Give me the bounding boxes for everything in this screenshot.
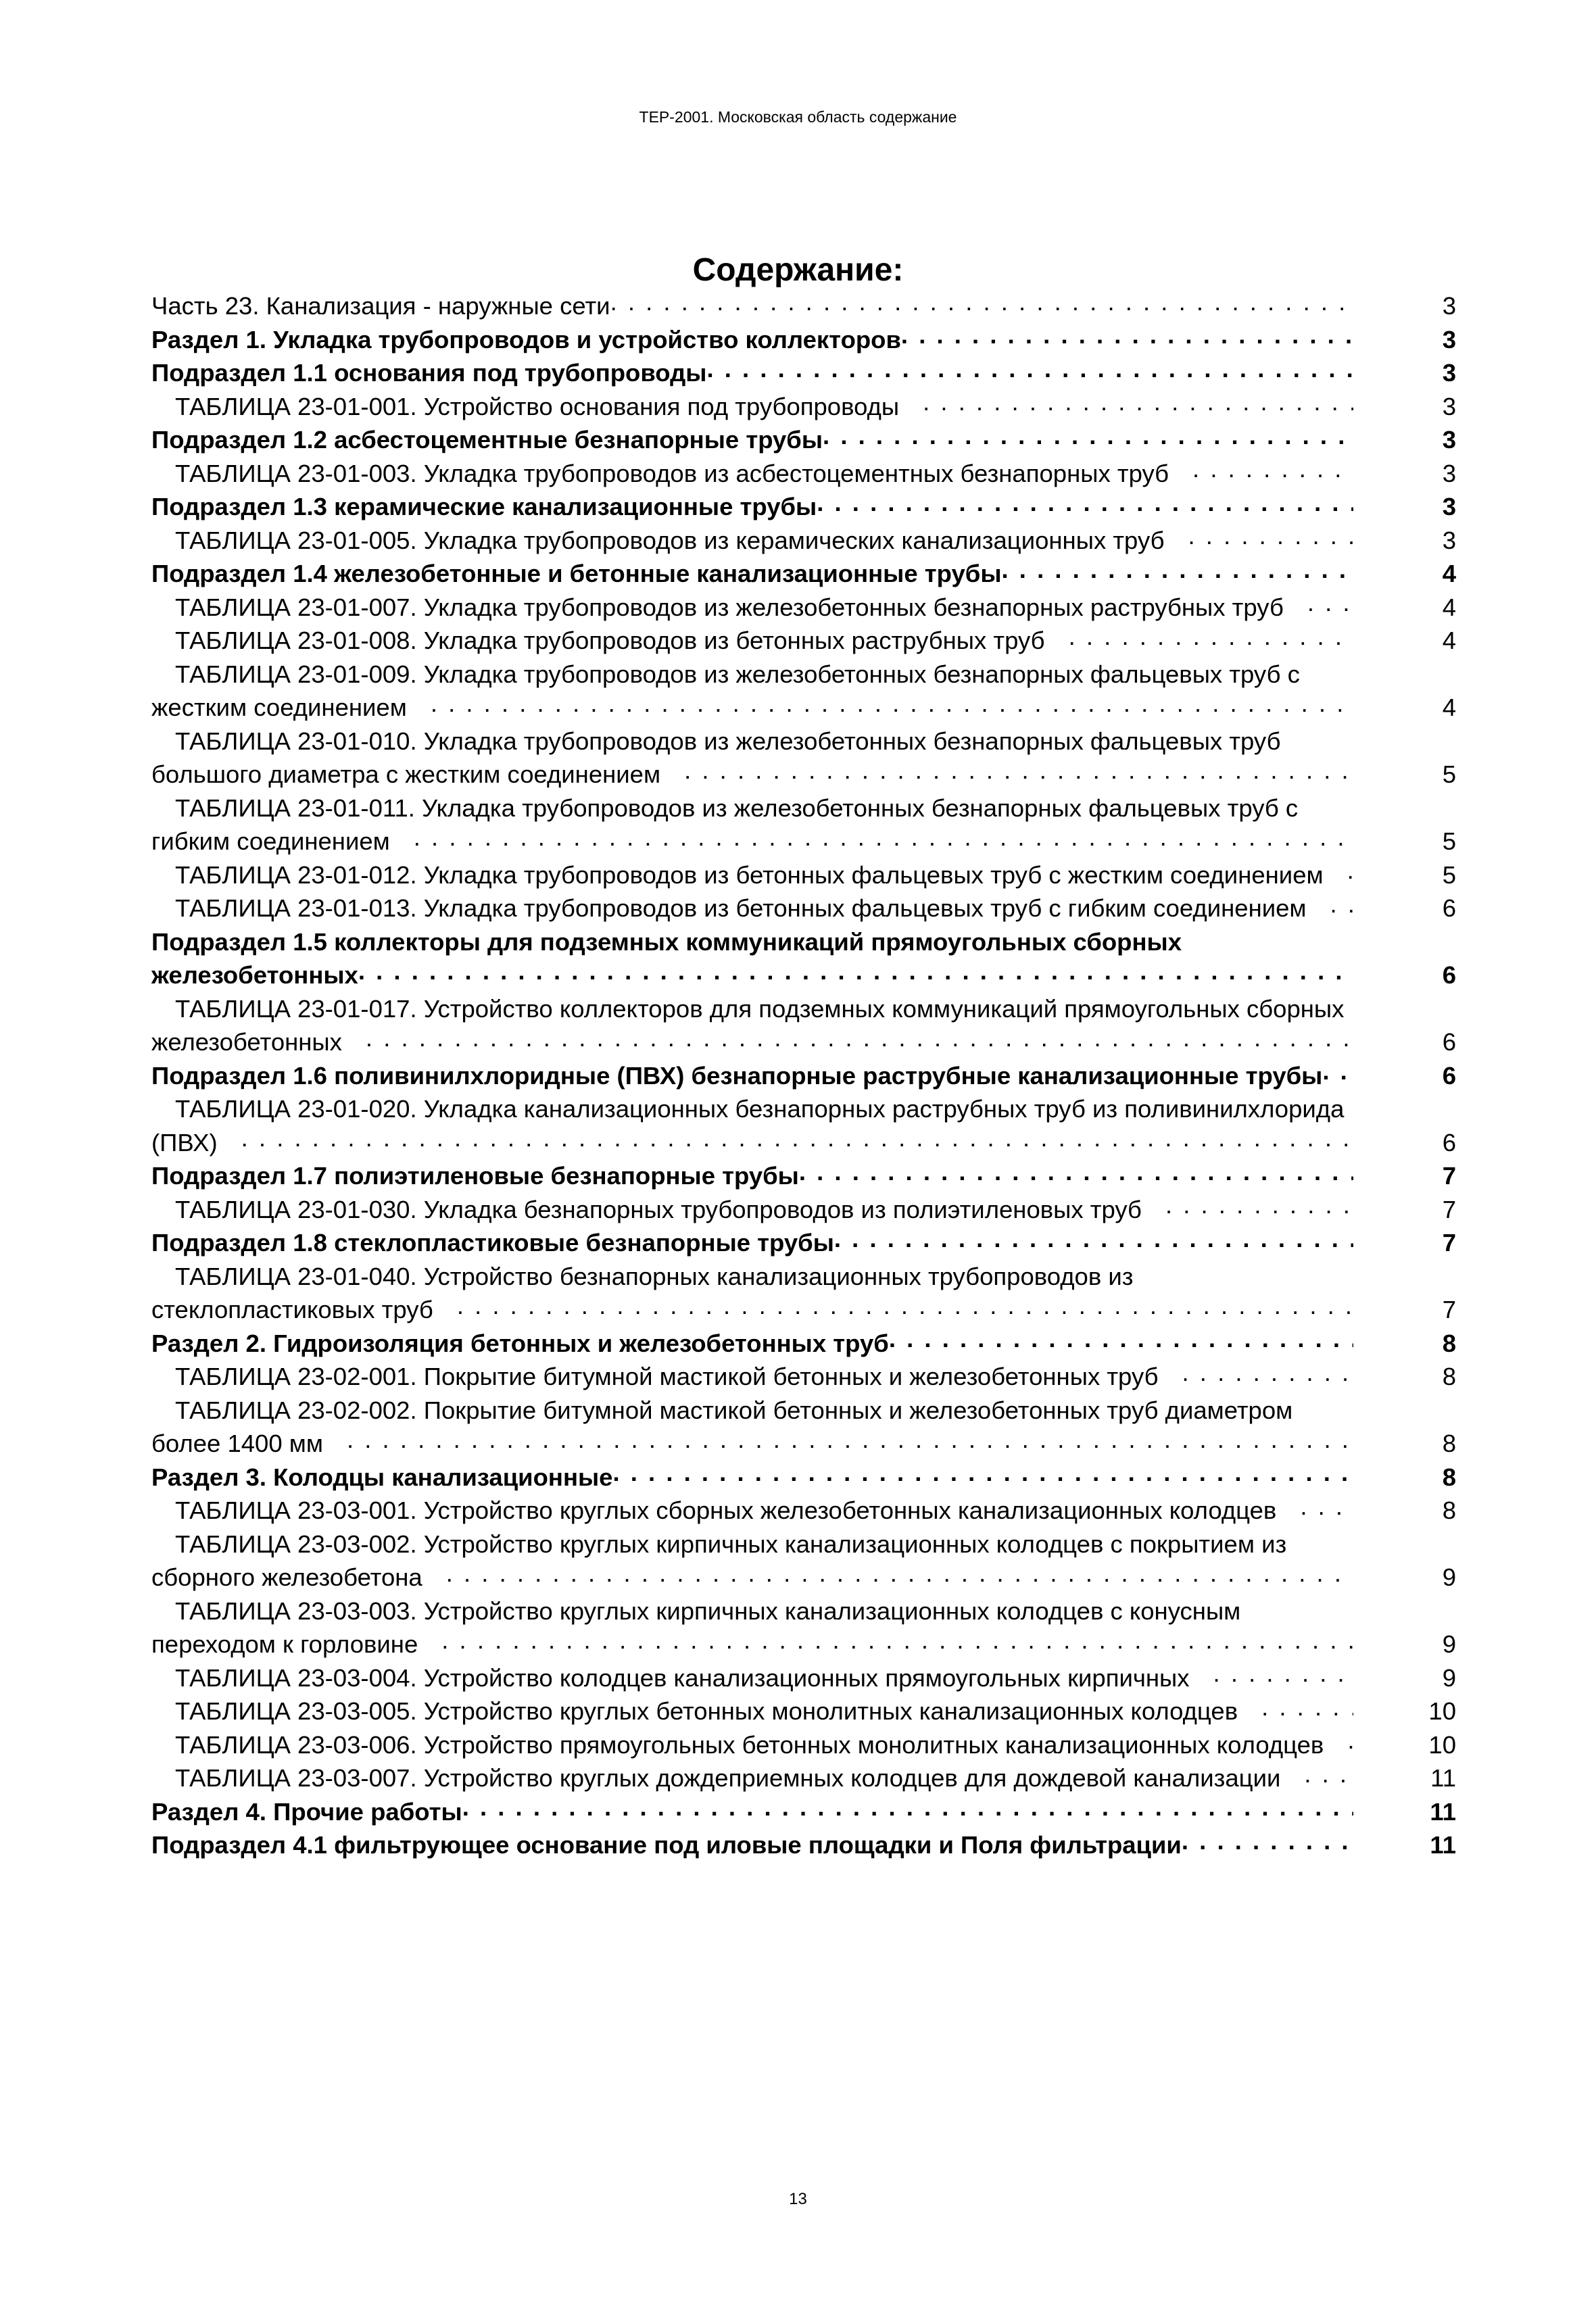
dot-leader: [358, 959, 1353, 984]
toc-entry-page: 3: [1442, 392, 1456, 420]
dot-leader: [433, 1294, 1353, 1319]
toc-entry-label: Подраздел 1.3 керамические канализационные трубы: [151, 493, 817, 520]
dot-leader: [462, 1795, 1353, 1820]
dot-leader: [407, 691, 1353, 716]
toc-entry[interactable]: [151, 1728, 1456, 1762]
dot-leader: [834, 1227, 1353, 1252]
dot-leader: [1307, 892, 1353, 917]
dot-leader: [660, 758, 1353, 783]
toc-entry-page: 5: [1442, 760, 1456, 788]
toc-entry-label: ТАБЛИЦА 23-01-010. Укладка трубопроводов из железобетонных безнапорных фальцевых труб большого диаметра с жестким соединением: [151, 727, 1281, 788]
toc-entry-label: ТАБЛИЦА 23-03-007. Устройство круглых дождеприемных колодцев для дождевой канализации: [175, 1764, 1281, 1792]
toc-entry-label: ТАБЛИЦА 23-03-001. Устройство круглых сборных железобетонных канализационных колодцев: [175, 1496, 1277, 1524]
toc-entry-label: Раздел 2. Гидроизоляция бетонных и железобетонных труб: [151, 1329, 889, 1357]
dot-leader: [610, 290, 1353, 315]
toc-entry-page: 7: [1442, 1296, 1456, 1323]
dot-leader: [1182, 1829, 1353, 1854]
toc-entry[interactable]: [151, 858, 1456, 892]
dot-leader: [899, 390, 1353, 415]
toc-entry[interactable]: [151, 591, 1456, 625]
toc-entry-label: ТАБЛИЦА 23-01-013. Укладка трубопроводов из бетонных фальцевых труб с гибким соединением: [175, 894, 1307, 922]
toc-entry[interactable]: [151, 390, 1456, 424]
dot-leader: [1284, 591, 1353, 616]
toc-entry-page: 4: [1442, 627, 1456, 654]
toc-entry-page: 11: [1430, 1831, 1456, 1859]
toc-entry-page: 3: [1442, 292, 1456, 320]
toc-entry[interactable]: [151, 1327, 1456, 1361]
dot-leader: [1002, 558, 1354, 583]
toc-entry-label: Подраздел 1.2 асбестоцементные безнапорные трубы: [151, 426, 823, 454]
toc-entry[interactable]: [151, 1695, 1456, 1728]
toc-entry[interactable]: [151, 1494, 1456, 1528]
toc-entry-page: 10: [1428, 1697, 1456, 1725]
toc-entry-label: ТАБЛИЦА 23-03-004. Устройство колодцев канализационных прямоугольных кирпичных: [175, 1663, 1190, 1692]
dot-leader: [817, 491, 1353, 516]
toc-entry[interactable]: [151, 289, 1456, 323]
toc-entry-label: ТАБЛИЦА 23-01-017. Устройство коллекторов для подземных коммуникаций прямоугольных сборных железобетонных: [151, 994, 1345, 1056]
toc-entry-label: Подраздел 1.5 коллекторы для подземных коммуникаций прямоугольных сборных железобетонных: [151, 927, 1182, 989]
toc-entry[interactable]: [151, 1159, 1456, 1193]
toc-entry[interactable]: [151, 1193, 1456, 1227]
toc-entry[interactable]: [151, 1461, 1456, 1494]
dot-leader: [799, 1160, 1353, 1185]
toc-entry[interactable]: [151, 1528, 1456, 1594]
toc-entry-label: ТАБЛИЦА 23-03-002. Устройство круглых кирпичных канализационных колодцев с покрытием из сборного железобетона: [151, 1530, 1287, 1591]
toc-entry[interactable]: [151, 1394, 1456, 1461]
toc-entry[interactable]: [151, 524, 1456, 558]
dot-leader: [1159, 1361, 1353, 1386]
toc-entry-page: 6: [1442, 1128, 1456, 1156]
toc-title: Содержание:: [692, 252, 904, 288]
toc-entry[interactable]: [151, 323, 1456, 357]
toc-entry-page: 8: [1442, 1463, 1456, 1491]
toc-entry-label: Подраздел 1.4 железобетонные и бетонные канализационные трубы: [151, 560, 1002, 587]
toc-entry-label: Подраздел 1.1 основания под трубопроводы: [151, 359, 707, 387]
dot-leader: [1322, 1059, 1353, 1084]
toc-entry-page: 3: [1442, 359, 1456, 387]
toc-entry-label: ТАБЛИЦА 23-01-005. Укладка трубопроводов из керамических канализационных труб: [175, 526, 1165, 554]
toc-entry-page: 3: [1442, 459, 1456, 487]
toc-entry-label: ТАБЛИЦА 23-03-003. Устройство круглых кирпичных канализационных колодцев с конусным переходом к горловине: [151, 1597, 1241, 1658]
toc-entry[interactable]: [151, 791, 1456, 858]
toc-entry-page: 3: [1442, 325, 1456, 354]
toc-entry-page: 3: [1442, 426, 1456, 454]
toc-entry-page: 4: [1442, 560, 1456, 587]
toc-entry-label: ТАБЛИЦА 23-03-006. Устройство прямоугольных бетонных монолитных канализационных колодцев: [175, 1730, 1324, 1759]
toc-entry-label: ТАБЛИЦА 23-01-003. Укладка трубопроводов из асбестоцементных безнапорных труб: [175, 459, 1169, 487]
toc-entry-label: Раздел 4. Прочие работы: [151, 1797, 462, 1826]
toc-entry[interactable]: [151, 1661, 1456, 1695]
toc-entry[interactable]: [151, 992, 1456, 1059]
toc-entry[interactable]: [151, 624, 1456, 658]
toc-entry-page: 3: [1442, 493, 1456, 520]
toc-entry-label: ТАБЛИЦА 23-02-002. Покрытие битумной мастикой бетонных и железобетонных труб диаметром более 1400 мм: [151, 1396, 1293, 1457]
toc-entry[interactable]: [151, 658, 1456, 725]
toc-entry-page: 4: [1442, 693, 1456, 721]
dot-leader: [612, 1461, 1353, 1486]
toc-entry-label: ТАБЛИЦА 23-01-008. Укладка трубопроводов из бетонных раструбных труб: [175, 627, 1045, 654]
toc-entry-page: 7: [1442, 1162, 1456, 1190]
toc-entry-page: 8: [1442, 1329, 1456, 1357]
toc-entry-page: 6: [1442, 1028, 1456, 1056]
toc-entry[interactable]: [151, 1360, 1456, 1394]
toc-entry[interactable]: [151, 1594, 1456, 1661]
toc-entry[interactable]: [151, 1828, 1456, 1862]
toc-entry-label: ТАБЛИЦА 23-01-011. Укладка трубопроводов из железобетонных безнапорных фальцевых труб с гибким соединением: [151, 794, 1299, 855]
toc-entry-page: 4: [1442, 593, 1456, 621]
dot-leader: [1324, 1728, 1353, 1753]
dot-leader: [1276, 1494, 1353, 1519]
toc-entry[interactable]: [151, 423, 1456, 457]
toc-entry[interactable]: [151, 557, 1456, 591]
dot-leader: [1280, 1762, 1353, 1787]
toc-entry-label: ТАБЛИЦА 23-01-007. Укладка трубопроводов из железобетонных безнапорных раструбных труб: [175, 593, 1284, 621]
toc-entry[interactable]: [151, 1092, 1456, 1159]
toc-entry-page: 6: [1442, 1061, 1456, 1090]
toc-entry-label: Подраздел 1.8 стеклопластиковые безнапорные трубы: [151, 1229, 834, 1257]
dot-leader: [422, 1561, 1353, 1586]
toc-entry-label: Раздел 1. Укладка трубопроводов и устройство коллекторов: [151, 325, 901, 354]
dot-leader: [706, 357, 1353, 382]
toc-entry-page: 7: [1442, 1195, 1456, 1223]
toc-entry-page: 3: [1442, 526, 1456, 554]
running-header: ТЕР-2001. Московская область содержание: [639, 108, 957, 126]
toc-entry[interactable]: [151, 356, 1456, 390]
dot-leader: [342, 1026, 1353, 1051]
toc-entry[interactable]: [151, 457, 1456, 491]
toc-entry[interactable]: [151, 1761, 1456, 1795]
toc-entry[interactable]: [151, 925, 1456, 992]
toc-entry-page: 9: [1442, 1563, 1456, 1591]
toc-entry-label: Подраздел 1.6 поливинилхлоридные (ПВХ) безнапорные раструбные канализационные трубы: [151, 1061, 1323, 1090]
toc-entry[interactable]: [151, 1226, 1456, 1260]
dot-leader: [1324, 858, 1353, 883]
dot-leader: [1142, 1193, 1353, 1218]
dot-leader: [390, 825, 1353, 850]
toc-entry-label: ТАБЛИЦА 23-03-005. Устройство круглых бетонных монолитных канализационных колодцев: [175, 1697, 1238, 1725]
dot-leader: [1190, 1661, 1353, 1686]
toc-entry-label: ТАБЛИЦА 23-01-012. Укладка трубопроводов из бетонных фальцевых труб с жестким соединением: [175, 860, 1324, 889]
toc-entry-label: Часть 23. Канализация - наружные сети: [151, 292, 610, 320]
dot-leader: [901, 323, 1353, 348]
dot-leader: [1165, 524, 1353, 549]
toc-entry[interactable]: [151, 1260, 1456, 1327]
toc-entry[interactable]: [151, 725, 1456, 791]
toc-entry-page: 5: [1442, 860, 1456, 889]
toc-entry-page: 5: [1442, 827, 1456, 855]
toc-entry[interactable]: [151, 490, 1456, 524]
toc-entry[interactable]: [151, 892, 1456, 925]
toc-entry-page: 10: [1428, 1730, 1456, 1759]
toc-entry-label: ТАБЛИЦА 23-01-040. Устройство безнапорных канализационных трубопроводов из стеклопластиковых труб: [151, 1262, 1134, 1323]
toc-entry-label: Раздел 3. Колодцы канализационные: [151, 1463, 613, 1491]
toc-entry-label: ТАБЛИЦА 23-01-030. Укладка безнапорных трубопроводов из полиэтиленовых труб: [175, 1195, 1142, 1223]
dot-leader: [323, 1428, 1353, 1453]
toc-entry[interactable]: [151, 1795, 1456, 1829]
toc-entry-page: 9: [1442, 1630, 1456, 1658]
toc-entry-page: 11: [1430, 1764, 1456, 1792]
toc-entry-label: ТАБЛИЦА 23-01-001. Устройство основания под трубопроводы: [175, 392, 900, 420]
dot-leader: [218, 1126, 1353, 1151]
toc-entry-page: 11: [1430, 1797, 1456, 1826]
toc-entry-label: ТАБЛИЦА 23-01-009. Укладка трубопроводов из железобетонных безнапорных фальцевых труб с жестким соединением: [151, 660, 1300, 721]
toc-entry-page: 8: [1442, 1363, 1456, 1390]
dot-leader: [1238, 1695, 1353, 1720]
toc-list: [151, 289, 1456, 1862]
dot-leader: [1045, 625, 1353, 650]
toc-entry-label: Подраздел 4.1 фильтрующее основание под иловые площадки и Поля фильтрации: [151, 1831, 1182, 1859]
toc-entry-page: 8: [1442, 1496, 1456, 1524]
toc-entry-label: ТАБЛИЦА 23-02-001. Покрытие битумной мастикой бетонных и железобетонных труб: [175, 1363, 1159, 1390]
toc-entry-page: 9: [1442, 1663, 1456, 1692]
dot-leader: [889, 1327, 1353, 1352]
dot-leader: [1169, 457, 1353, 482]
dot-leader: [823, 424, 1353, 449]
toc-entry[interactable]: [151, 1059, 1456, 1093]
toc-entry-label: ТАБЛИЦА 23-01-020. Укладка канализационных безнапорных раструбных труб из поливинилхлорида (ПВХ): [151, 1095, 1345, 1156]
toc-entry-page: 6: [1442, 961, 1456, 989]
dot-leader: [418, 1628, 1353, 1653]
toc-entry-page: 8: [1442, 1430, 1456, 1457]
toc-entry-page: 6: [1442, 894, 1456, 922]
toc-entry-page: 7: [1442, 1229, 1456, 1257]
toc-entry-label: Подраздел 1.7 полиэтиленовые безнапорные трубы: [151, 1162, 799, 1190]
page-number: 13: [789, 2190, 807, 2208]
